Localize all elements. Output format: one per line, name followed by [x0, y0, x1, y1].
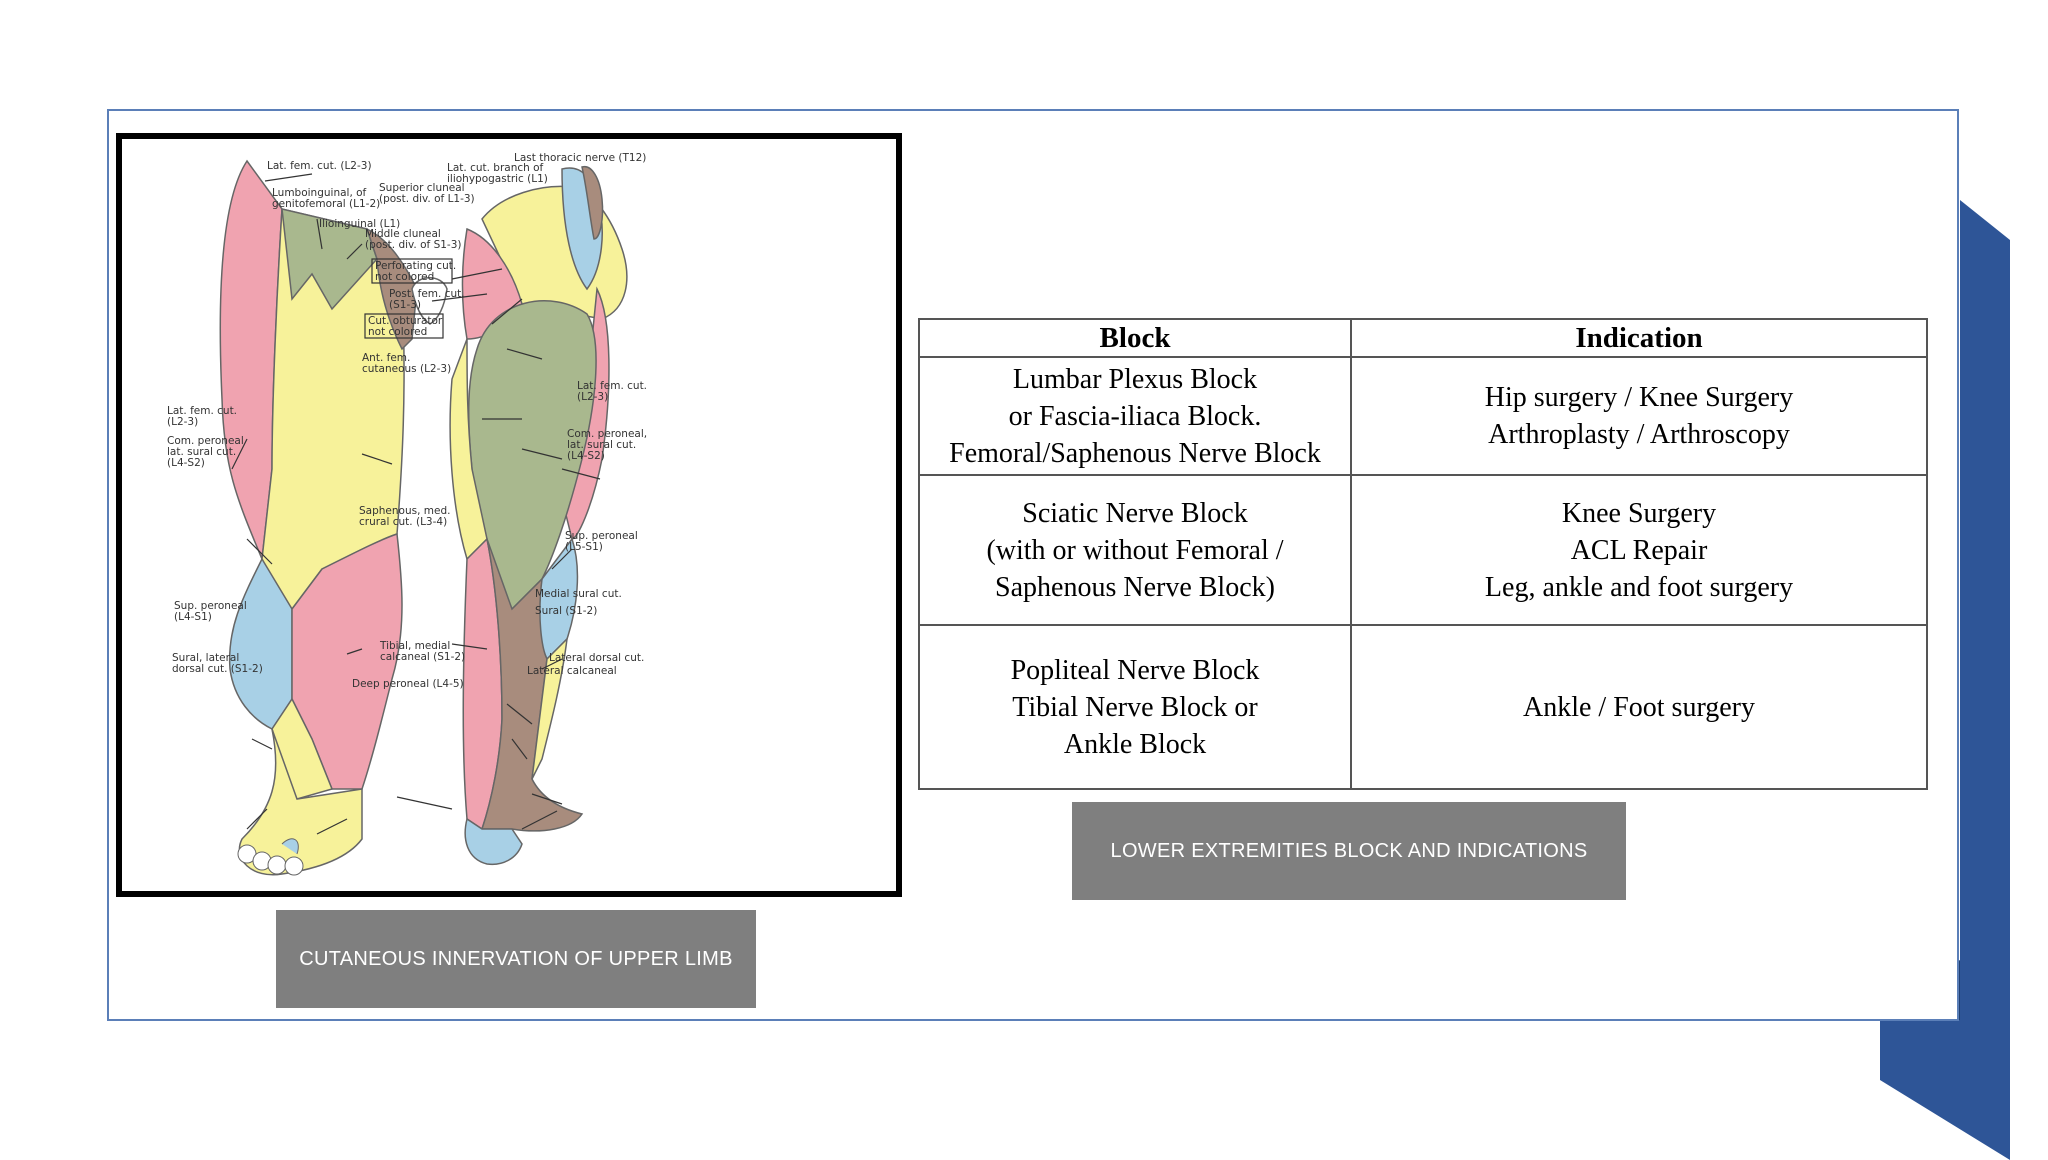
label-lat-fem-cut-left-2: (L2-3): [167, 416, 199, 428]
block-cell: [919, 625, 1351, 789]
table-row: [919, 357, 1927, 475]
cell-line: (with or without Femoral /: [986, 534, 1284, 566]
block-indication-table: [918, 318, 1928, 790]
table-caption: LOWER EXTREMITIES BLOCK AND INDICATIONS: [1072, 802, 1626, 900]
cell-line: Saphenous Nerve Block): [995, 571, 1275, 603]
label-com-peroneal-right-3: (L4-S2): [567, 450, 605, 462]
label-perforating-1: Perforating cut.: [375, 260, 457, 272]
label-superior-cluneal-1: Superior cluneal: [379, 182, 465, 194]
label-medial-sural: Medial sural cut.: [535, 588, 622, 600]
cell-line: Ankle Block: [1063, 728, 1207, 760]
cell-line: Leg, ankle and foot surgery: [1484, 571, 1794, 603]
label-last-thoracic: Last thoracic nerve (T12): [514, 152, 647, 164]
label-com-peroneal-right-2: lat. sural cut.: [567, 439, 637, 451]
dermatome-figure: [116, 133, 902, 897]
label-sup-peroneal-right-2: (L5-S1): [565, 541, 603, 553]
cell-line: Arthroplasty / Arthroscopy: [1488, 419, 1790, 450]
cell-line: Femoral/Saphenous Nerve Block: [949, 437, 1321, 469]
label-lat-cut-branch-2: iliohypogastric (L1): [447, 173, 548, 185]
label-ilioinguinal: Ilioinguinal (L1): [319, 218, 401, 230]
label-post-fem-cut-2: (S1-3): [389, 299, 422, 311]
table-row: [919, 625, 1927, 789]
indication-cell: [1351, 625, 1927, 789]
cell-line: ACL Repair: [1570, 534, 1708, 566]
cell-line: or Fascia-iliaca Block.: [1008, 400, 1262, 432]
label-com-peroneal-left-1: Com. peroneal: [167, 435, 244, 447]
table-header-row: [919, 319, 1927, 357]
indication-cell: [1351, 357, 1927, 475]
label-saphenous-2: crural cut. (L3-4): [359, 516, 448, 528]
label-com-peroneal-left-3: (L4-S2): [167, 457, 205, 469]
figure-caption: CUTANEOUS INNERVATION OF UPPER LIMB: [276, 910, 756, 1008]
label-sup-peroneal-left-2: (L4-S1): [174, 611, 212, 623]
label-saphenous-1: Saphenous, med.: [359, 505, 451, 517]
table-row: [919, 475, 1927, 625]
label-post-fem-cut-1: Post. fem. cut.: [389, 288, 465, 300]
label-deep-peroneal: Deep peroneal (L4-5): [352, 678, 464, 690]
label-com-peroneal-right-1: Com. peroneal,: [567, 428, 648, 440]
label-ant-fem-cut-1: Ant. fem.: [362, 352, 411, 364]
label-lateral-calcaneal: Lateral calcaneal: [527, 665, 617, 677]
label-middle-cluneal-1: Middle cluneal: [365, 228, 441, 240]
cell-line: Ankle / Foot surgery: [1522, 691, 1756, 723]
label-sup-peroneal-left-1: Sup. peroneal: [174, 600, 247, 612]
cell-line: Sciatic Nerve Block: [1022, 497, 1248, 529]
header-block: Block: [919, 319, 1351, 357]
label-ant-fem-cut-2: cutaneous (L2-3): [362, 363, 452, 375]
label-tibial-medial-1: Tibial, medial: [380, 640, 451, 652]
label-lat-cut-branch-1: Lat. cut. branch of: [447, 162, 544, 174]
posterior-leg: [450, 167, 627, 865]
label-cut-obturator-2: not colored: [368, 326, 428, 338]
cell-line: Tibial Nerve Block or: [1012, 691, 1258, 723]
block-cell: [919, 357, 1351, 475]
label-lumboinguinal-1: Lumboinguinal, of: [272, 187, 367, 199]
label-cut-obturator-1: Cut. obturator: [368, 315, 443, 327]
cell-line: Knee Surgery: [1561, 497, 1717, 529]
label-lat-fem-cut-left-1: Lat. fem. cut.: [167, 405, 238, 417]
label-sural: Sural (S1-2): [535, 605, 598, 617]
label-sural-lateral-1: Sural, lateral: [172, 652, 240, 664]
cell-line: Hip surgery / Knee Surgery: [1484, 382, 1794, 413]
header-indication: Indication: [1351, 319, 1927, 357]
cell-line: Popliteal Nerve Block: [1010, 654, 1260, 686]
label-lumboinguinal-2: genitofemoral (L1-2): [272, 198, 381, 210]
label-lat-fem-cut-top: Lat. fem. cut. (L2-3): [267, 160, 372, 172]
indication-cell: [1351, 475, 1927, 625]
label-com-peroneal-left-2: lat. sural cut.: [167, 446, 237, 458]
label-perforating-2: not colored: [375, 271, 435, 283]
block-cell: [919, 475, 1351, 625]
label-lat-fem-cut-right-1: Lat. fem. cut.: [577, 380, 648, 392]
label-sup-peroneal-right-1: Sup. peroneal: [565, 530, 638, 542]
label-tibial-medial-2: calcaneal (S1-2): [380, 651, 466, 663]
label-lateral-dorsal: Lateral dorsal cut.: [549, 652, 645, 664]
label-superior-cluneal-2: (post. div. of L1-3): [379, 193, 475, 205]
label-middle-cluneal-2: (post. div. of S1-3): [365, 239, 462, 251]
label-sural-lateral-2: dorsal cut. (S1-2): [172, 663, 263, 675]
label-lat-fem-cut-right-2: (L2-3): [577, 391, 609, 403]
leg-innervation-diagram: [122, 139, 896, 891]
cell-line: Lumbar Plexus Block: [1012, 363, 1258, 395]
